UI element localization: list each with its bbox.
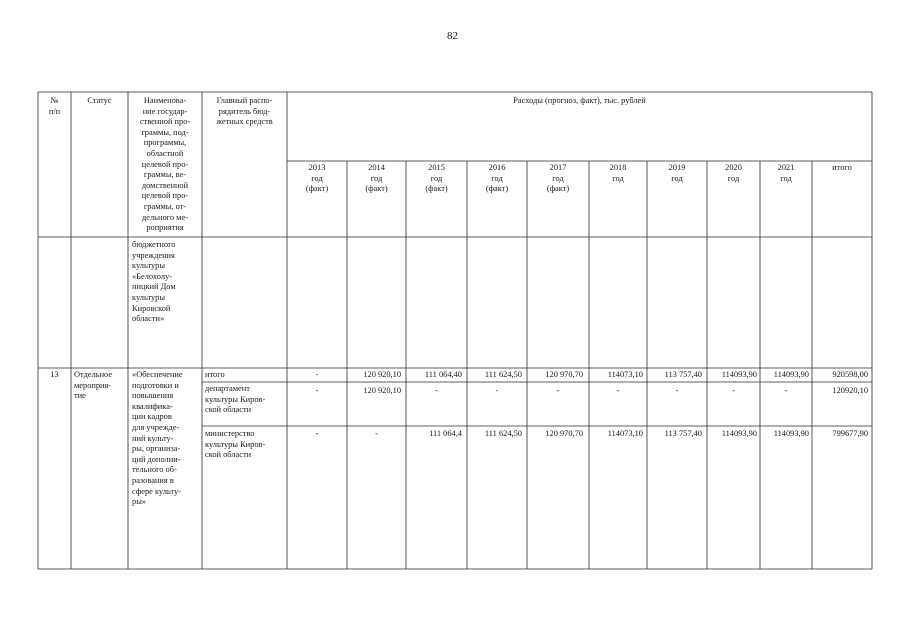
header-name-line: ственной про- [139, 117, 191, 127]
header-name [128, 96, 202, 234]
cell-department-2016: - [495, 386, 499, 395]
cell-ministry-2017: 120 970,70 [545, 429, 583, 438]
header-name-line: программы, [143, 138, 187, 148]
continuation-name-line: культуры [132, 261, 165, 271]
header-num-line-2: п/п [48, 106, 61, 116]
subrow-department-admin-line: культуры Киров- [205, 394, 266, 404]
year-header-line: год [612, 173, 624, 183]
header-name-line: граммы, под- [141, 127, 189, 137]
cell-ministry-2013: - [315, 429, 319, 438]
header-status: Статус [87, 96, 112, 105]
year-header-2019 [647, 163, 707, 184]
cell-total-2014: 120 920,10 [363, 370, 401, 379]
header-name-line: граммы, ве- [143, 170, 187, 180]
year-header-line: (факт) [546, 184, 570, 194]
year-header-line: год [430, 173, 443, 183]
year-header-line: 2014 [368, 163, 385, 172]
continuation-name-line: области» [132, 314, 165, 324]
row13-status-line: Отдельное [74, 370, 113, 379]
header-admin [202, 96, 287, 128]
cell-total-2020: 114093,90 [721, 370, 757, 379]
cell-total-2015: 111 064,40 [424, 370, 462, 379]
header-name-line: дельного ме- [142, 212, 188, 222]
year-header-2018 [589, 163, 647, 184]
cell-total-2019: 113 757,40 [664, 370, 702, 379]
subrow-ministry-admin-line: культуры Киров- [205, 439, 266, 449]
subrow-ministry-admin-line: министерство [205, 429, 255, 438]
cell-ministry-2021: 114093,90 [773, 429, 809, 438]
year-header-total: итого [832, 163, 852, 172]
year-header-line: год [552, 173, 564, 183]
year-header-line: 2015 [428, 163, 445, 172]
row13-name-line: сфере культу- [132, 486, 181, 496]
cell-ministry-2019: 113 757,40 [664, 429, 702, 438]
header-expenses: Расходы (прогноз, факт), тыс. рублей [513, 96, 646, 105]
header-num-line-1: № [50, 96, 59, 105]
continuation-name-line: культуры [132, 292, 165, 302]
header-admin-line: жетных средств [216, 117, 273, 127]
year-header-line: (факт) [485, 184, 509, 194]
continuation-name-line: бюджетного [132, 240, 176, 249]
row13-name-line: повышения [132, 391, 174, 401]
cell-department-2013: - [315, 386, 319, 395]
header-name-line: домственной [141, 180, 189, 190]
row13-name-line: ры, организа- [132, 444, 181, 454]
year-header-2017 [527, 163, 589, 195]
cell-ministry-2014: - [375, 429, 378, 438]
row13-status-line: мероприя- [74, 380, 112, 390]
header-num [38, 96, 71, 117]
cell-total-2021: 114093,90 [773, 370, 809, 379]
row13-name-line: для учрежде- [132, 422, 180, 432]
continuation-name-line: Кировской [132, 303, 171, 313]
header-name-line: граммы, от- [143, 201, 187, 211]
year-header-line: (факт) [305, 184, 329, 194]
year-header-line: 2021 [777, 163, 795, 172]
subrow-total-admin: итого [205, 370, 225, 379]
cell-department-2020: - [732, 386, 735, 395]
cell-total-2013: - [315, 370, 319, 379]
row13-name-line: квалифика- [132, 401, 173, 411]
continuation-name-line: учреждения [132, 250, 175, 260]
subrow-department-admin [205, 384, 265, 416]
row13-name-line: ний культу- [132, 433, 174, 443]
year-header-2020 [707, 163, 760, 184]
header-name-line: целевой про- [141, 159, 189, 169]
cell-ministry-2016: 111 624,50 [484, 429, 522, 438]
year-header-2013 [287, 163, 347, 195]
row13-name-line: ры» [132, 497, 147, 507]
cell-department-2014: 120 920,10 [363, 386, 401, 395]
row13-name-line: разования в [132, 475, 174, 485]
year-header-2021 [760, 163, 812, 184]
header-name-line: Наименова- [143, 96, 187, 105]
cell-department-2019: - [675, 386, 679, 395]
header-name-line: областной [146, 148, 184, 158]
continuation-name [132, 240, 176, 325]
year-header-line: 2020 [725, 163, 742, 172]
cell-department-sum: 120920,10 [832, 386, 868, 395]
header-name-line: роприятия [146, 223, 184, 233]
row13-name-line: тельного об- [132, 465, 177, 475]
row13-name-line: «Обеспечение [132, 370, 183, 379]
cell-ministry-sum: 799677,90 [832, 429, 868, 438]
cell-department-2018: - [616, 386, 620, 395]
cell-total-2018: 114073,10 [607, 370, 643, 379]
year-header-2015 [406, 163, 467, 195]
year-header-line: 2017 [549, 163, 567, 172]
year-header-line: год [370, 173, 383, 183]
cell-department-2017: - [556, 386, 560, 395]
year-header-line: 2013 [308, 163, 326, 172]
cell-department-2015: - [435, 386, 438, 395]
row13-status-line: тие [74, 391, 86, 401]
subrow-department-admin-line: ской области [205, 405, 252, 415]
subrow-ministry-admin-line: ской области [205, 450, 252, 460]
cell-ministry-2020: 114093,90 [721, 429, 757, 438]
year-header-line: год [311, 173, 323, 183]
continuation-name-line: «Белохолу- [132, 271, 172, 281]
year-header-line: (факт) [425, 184, 448, 194]
year-header-line: год [727, 173, 740, 183]
cell-total-sum: 920598,00 [832, 370, 868, 379]
year-header-line: 2016 [488, 163, 506, 172]
header-admin-line: Главный распо- [216, 96, 273, 105]
header-admin-line: рядитель бюд- [218, 106, 271, 116]
subrow-department-admin-line: департамент [205, 384, 250, 393]
header-name-line: целевой про- [141, 191, 189, 201]
continuation-name-line: ницкий Дом [132, 282, 176, 292]
year-header-line: 2018 [609, 163, 627, 172]
row13-name [132, 370, 183, 508]
cell-ministry-2018: 114073,10 [607, 429, 643, 438]
row13-name-line: подготовки и [132, 380, 179, 390]
year-header-2014 [347, 163, 406, 195]
cell-total-2017: 120 970,70 [545, 370, 583, 379]
page-number: 82 [447, 30, 458, 42]
year-header-2016 [467, 163, 527, 195]
row13-num: 13 [50, 370, 59, 379]
header-name-line: ние государ- [142, 106, 188, 116]
row13-status [74, 370, 112, 402]
year-header-line: год [491, 173, 503, 183]
cell-ministry-2015: 111 064,4 [429, 429, 462, 438]
year-header-line: (факт) [365, 184, 388, 194]
subrow-ministry-admin [205, 429, 265, 461]
row13-name-line: ции кадров [132, 412, 172, 422]
year-header-line: год [780, 173, 792, 183]
row13-name-line: ций дополни- [132, 454, 181, 464]
cell-department-2021: - [784, 386, 788, 395]
year-header-line: 2019 [668, 163, 686, 172]
year-header-line: год [671, 173, 683, 183]
cell-total-2016: 111 624,50 [484, 370, 522, 379]
